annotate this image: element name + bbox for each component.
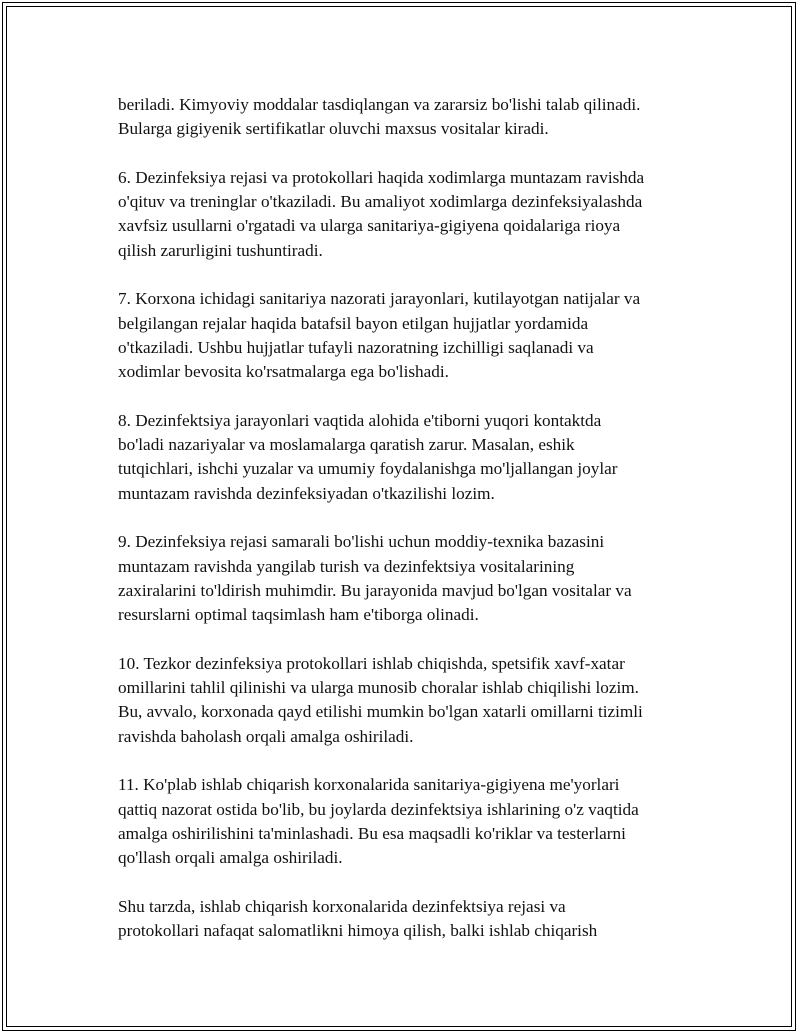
text-line: 8. Dezinfektsiya jarayonlari vaqtida alohida e'tiborni yuqori kontaktda bbox=[118, 410, 602, 430]
text-line: beriladi. Kimyoviy moddalar tasdiqlangan va zararsiz bo'lishi talab qilinadi. bbox=[118, 95, 641, 114]
text-line: 7. Korxona ichidagi sanitariya nazorati jarayonlari, kutilayotgan natijalar va bbox=[118, 289, 641, 309]
text-line: 9. Dezinfeksiya rejasi samarali bo'lishi uchun moddiy-texnika bazasini bbox=[118, 532, 605, 552]
text-line: omillarini tahlil qilinishi va ularga munosib choralar ishlab chiqilishi lozim. bbox=[118, 678, 639, 698]
text-line: xavfsiz usullarni o'rgatadi va ularga sanitariya-gigiyena qoidalariga rioya bbox=[118, 216, 621, 236]
paragraph bbox=[118, 287, 698, 384]
text-line: o'qituv va treninglar o'tkaziladi. Bu amaliyot xodimlarga dezinfeksiyalashda bbox=[118, 192, 643, 212]
text-line: bo'ladi nazariyalar va moslamalarga qaratish zarur. Masalan, eshik bbox=[118, 435, 575, 455]
text-line: protokollari nafaqat salomatlikni himoya qilish, balki ishlab chiqarish bbox=[118, 921, 598, 941]
text-line: Bularga gigiyenik sertifikatlar oluvchi maxsus vositalar kiradi. bbox=[118, 119, 549, 139]
document-body bbox=[118, 93, 698, 968]
text-line: Bu, avvalo, korxonada qayd etilishi mumkin bo'lgan xatarli omillarni tizimli bbox=[118, 702, 643, 722]
paragraph bbox=[118, 895, 698, 944]
paragraph bbox=[118, 652, 698, 749]
text-line: muntazam ravishda dezinfeksiyadan o'tkazilishi lozim. bbox=[118, 483, 495, 503]
text-line: 10. Tezkor dezinfeksiya protokollari ishlab chiqishda, spetsifik xavf-xatar bbox=[118, 653, 625, 673]
text-line: tutqichlari, ishchi yuzalar va umumiy foydalanishga mo'ljallangan joylar bbox=[118, 459, 618, 479]
text-line: amalga oshirilishini ta'minlashadi. Bu esa maqsadli ko'riklar va testerlarni bbox=[118, 823, 626, 843]
text-line: resurslarni optimal taqsimlash ham e'tiborga olinadi. bbox=[118, 605, 479, 625]
paragraph bbox=[118, 93, 698, 142]
paragraph bbox=[118, 773, 698, 870]
text-line: o'tkaziladi. Ushbu hujjatlar tufayli nazoratning izchilligi saqlanadi va bbox=[118, 337, 594, 357]
text-line: qo'llash orqali amalga oshiriladi. bbox=[118, 848, 343, 868]
text-line: qattiq nazorat ostida bo'lib, bu joylarda dezinfektsiya ishlarining o'z vaqtida bbox=[118, 799, 639, 819]
text-line: ravishda baholash orqali amalga oshiriladi. bbox=[118, 726, 414, 746]
paragraph bbox=[118, 166, 698, 263]
text-line: zaxiralarini to'ldirish muhimdir. Bu jarayonida mavjud bo'lgan vositalar va bbox=[118, 580, 632, 600]
text-line: Shu tarzda, ishlab chiqarish korxonalarida dezinfektsiya rejasi va bbox=[118, 896, 566, 916]
text-line: belgilangan rejalar haqida batafsil bayon etilgan hujjatlar yordamida bbox=[118, 313, 589, 333]
paragraph bbox=[118, 530, 698, 627]
text-line: qilish zarurligini tushuntiradi. bbox=[118, 240, 323, 260]
paragraph bbox=[118, 409, 698, 506]
text-line: 6. Dezinfeksiya rejasi va protokollari haqida xodimlarga muntazam ravishda bbox=[118, 167, 645, 187]
text-line: xodimlar bevosita ko'rsatmalarga ega bo'lishadi. bbox=[118, 362, 449, 382]
text-line: 11. Ko'plab ishlab chiqarish korxonalarida sanitariya-gigiyena me'yorlari bbox=[118, 775, 620, 795]
text-line: muntazam ravishda yangilab turish va dezinfektsiya vositalarining bbox=[118, 556, 575, 576]
